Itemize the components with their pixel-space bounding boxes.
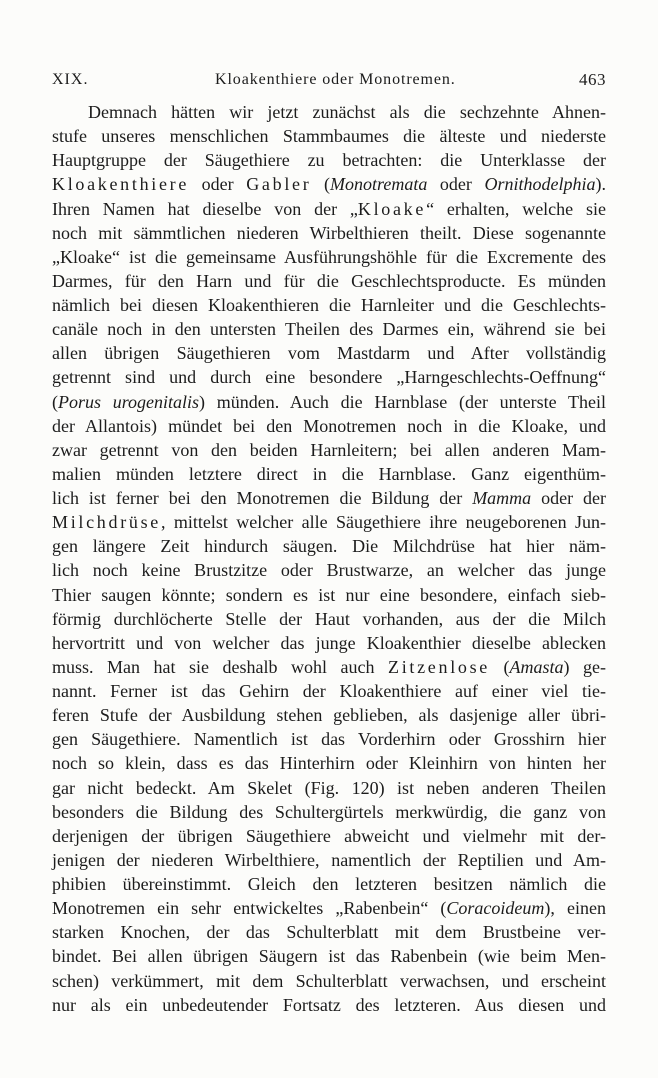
text-run: oder xyxy=(427,174,485,195)
text-run: ) ge- xyxy=(563,656,607,677)
text-line xyxy=(52,631,606,655)
text-run: der Allantois) mündet bei den Monotremen noch in die Kloake, und xyxy=(52,415,606,436)
text-run: muss. Man hat sie deshalb wohl auch xyxy=(52,656,389,677)
spaced-emphasis: Zitzenlose xyxy=(388,656,490,677)
text-line xyxy=(52,245,606,269)
text-line xyxy=(52,317,606,341)
text-run: ( xyxy=(52,391,58,412)
text-line xyxy=(52,558,606,582)
text-run: nur als ein unbedeutender Fortsatz des letzteren. Aus diesen und xyxy=(52,994,606,1015)
italic-term: Monotremata xyxy=(330,174,428,195)
text-line xyxy=(52,896,606,920)
text-run: canäle noch in den untersten Theilen des Darmes ein, während sie bei xyxy=(52,319,606,340)
spaced-emphasis: Kloake xyxy=(357,198,427,219)
text-run: derjenigen der übrigen Säugethiere abweicht und vielmehr mit der- xyxy=(52,825,606,846)
text-run: feren Stufe der Ausbildung stehen geblieben, als dasjenige aller übri- xyxy=(52,705,606,726)
text-run: lich noch keine Brustzitze oder Brustwarze, an welcher das junge xyxy=(52,560,606,581)
text-line xyxy=(52,124,606,148)
text-run: schen) verkümmert, mit dem Schulterblatt verwachsen, und erscheint xyxy=(52,970,606,991)
text-run: ( xyxy=(490,656,510,677)
text-line xyxy=(52,920,606,944)
text-line xyxy=(52,607,606,631)
text-run: lich ist ferner bei den Monotremen die Bildung der xyxy=(52,488,473,508)
text-run: oder xyxy=(189,174,247,195)
spaced-emphasis: Milchdrüse xyxy=(52,512,161,533)
chapter-number: XIX. xyxy=(52,71,89,88)
text-line xyxy=(52,679,606,703)
text-run: Monotremen ein sehr entwickeltes „Rabenbein“ ( xyxy=(52,898,447,919)
text-run: ) münden. Auch die Harnblase (der unterste Theil xyxy=(199,391,606,412)
text-line xyxy=(52,486,606,510)
text-run: „Kloake“ ist die gemeinsame Ausführungshöhle für die Excremente des xyxy=(52,246,606,267)
text-line xyxy=(52,751,606,775)
text-run: noch so klein, dass es das Hinterhirn oder Kleinhirn von hinten her xyxy=(52,753,606,774)
body-text xyxy=(52,100,606,1017)
spaced-emphasis: Kloakenthiere xyxy=(52,174,190,195)
text-line xyxy=(52,800,606,824)
text-line xyxy=(52,944,606,968)
text-run: zwar getrennt von den beiden Harnleitern; bei allen anderen Mam- xyxy=(52,439,606,460)
text-line xyxy=(52,197,606,221)
running-header xyxy=(0,68,658,92)
text-run: nämlich bei diesen Kloakenthieren die Harnleiter und die Geschlechts- xyxy=(52,295,606,315)
text-line xyxy=(52,727,606,751)
text-run: gen längere Zeit hindurch säugen. Die Milchdrüse hat hier näm- xyxy=(52,536,606,557)
text-run: allen übrigen Säugethieren vom Mastdarm und After vollständig xyxy=(52,343,606,364)
text-run: förmig durchlöcherte Stelle der Haut vorhanden, aus der die Milch xyxy=(52,608,606,629)
text-run: jenigen der niederen Wirbelthiere, namentlich der Reptilien und Am- xyxy=(52,849,606,870)
text-run: ). xyxy=(595,174,607,195)
text-line xyxy=(52,293,606,317)
text-line xyxy=(52,655,606,679)
text-run: starken Knochen, der das Schulterblatt mit dem Brustbeine ver- xyxy=(52,922,606,943)
text-run: Hauptgruppe der Säugethiere zu betrachten: die Unterklasse der xyxy=(52,150,606,171)
text-run: besonders die Bildung des Schultergürtels merkwürdig, die ganz von xyxy=(52,801,606,822)
text-line xyxy=(52,438,606,462)
text-run: ), einen xyxy=(544,898,606,919)
text-run: ( xyxy=(311,174,331,195)
text-run: gen Säugethiere. Namentlich ist das Vorderhirn oder Grosshirn hier xyxy=(52,729,606,750)
text-line xyxy=(52,172,606,196)
italic-term: Ornithodelphia xyxy=(484,174,596,195)
text-run: bindet. Bei allen übrigen Säugern ist das Rabenbein (wie beim Men- xyxy=(52,946,606,967)
text-line xyxy=(52,390,606,414)
text-run: Darmes, für den Harn und für die Geschlechtsproducte. Es münden xyxy=(52,270,606,291)
text-line xyxy=(52,583,606,607)
text-line xyxy=(52,365,606,389)
text-line xyxy=(52,510,606,534)
italic-term: Mamma xyxy=(472,488,532,508)
text-line xyxy=(52,341,606,365)
text-run: , mittelst welcher alle Säugethiere ihre neugeborenen Jun- xyxy=(160,512,606,533)
italic-term: Porus urogenitalis xyxy=(58,391,200,412)
text-run: malien münden letztere direct in die Harnblase. Ganz eigenthüm- xyxy=(52,463,606,484)
text-line xyxy=(52,269,606,293)
text-line xyxy=(52,221,606,245)
text-line xyxy=(52,872,606,896)
text-line xyxy=(52,703,606,727)
page-number: 463 xyxy=(579,70,606,89)
text-run: Thier saugen könnte; sondern es ist nur eine besondere, einfach sieb- xyxy=(52,584,606,605)
spaced-emphasis: Gabler xyxy=(246,174,312,195)
running-title: Kloakenthiere oder Monotremen. xyxy=(215,71,456,88)
text-line xyxy=(52,824,606,848)
text-run: nannt. Ferner ist das Gehirn der Kloakenthiere auf einer viel tie- xyxy=(52,681,606,701)
text-run: “ erhalten, welche sie xyxy=(426,198,606,219)
text-line xyxy=(52,848,606,872)
text-line xyxy=(52,100,606,124)
text-run: noch mit sämmtlichen niederen Wirbelthieren theilt. Diese sogenannte xyxy=(52,222,606,243)
text-line xyxy=(52,776,606,800)
text-line xyxy=(52,414,606,438)
text-run: hervortritt und von welcher das junge Kloakenthier dieselbe ablecken xyxy=(52,632,606,653)
text-line xyxy=(52,534,606,558)
text-line xyxy=(52,148,606,172)
text-line xyxy=(52,993,606,1017)
italic-term: Amasta xyxy=(509,656,564,677)
text-run: Ihren Namen hat dieselbe von der „ xyxy=(52,198,358,219)
text-run: gar nicht bedeckt. Am Skelet (Fig. 120) ist neben anderen Theilen xyxy=(52,777,606,798)
text-line xyxy=(52,462,606,486)
text-run: oder der xyxy=(531,488,606,508)
text-run: Demnach hätten wir jetzt zunächst als die sechzehnte Ahnen- xyxy=(88,102,606,122)
text-run: getrennt sind und durch eine besondere „Harngeschlechts-Oeffnung“ xyxy=(52,367,606,388)
text-run: phibien übereinstimmt. Gleich den letzteren besitzen nämlich die xyxy=(52,874,606,894)
text-line xyxy=(52,969,606,993)
text-run: stufe unseres menschlichen Stammbaumes die älteste und niederste xyxy=(52,126,606,147)
italic-term: Coracoideum xyxy=(446,898,545,919)
